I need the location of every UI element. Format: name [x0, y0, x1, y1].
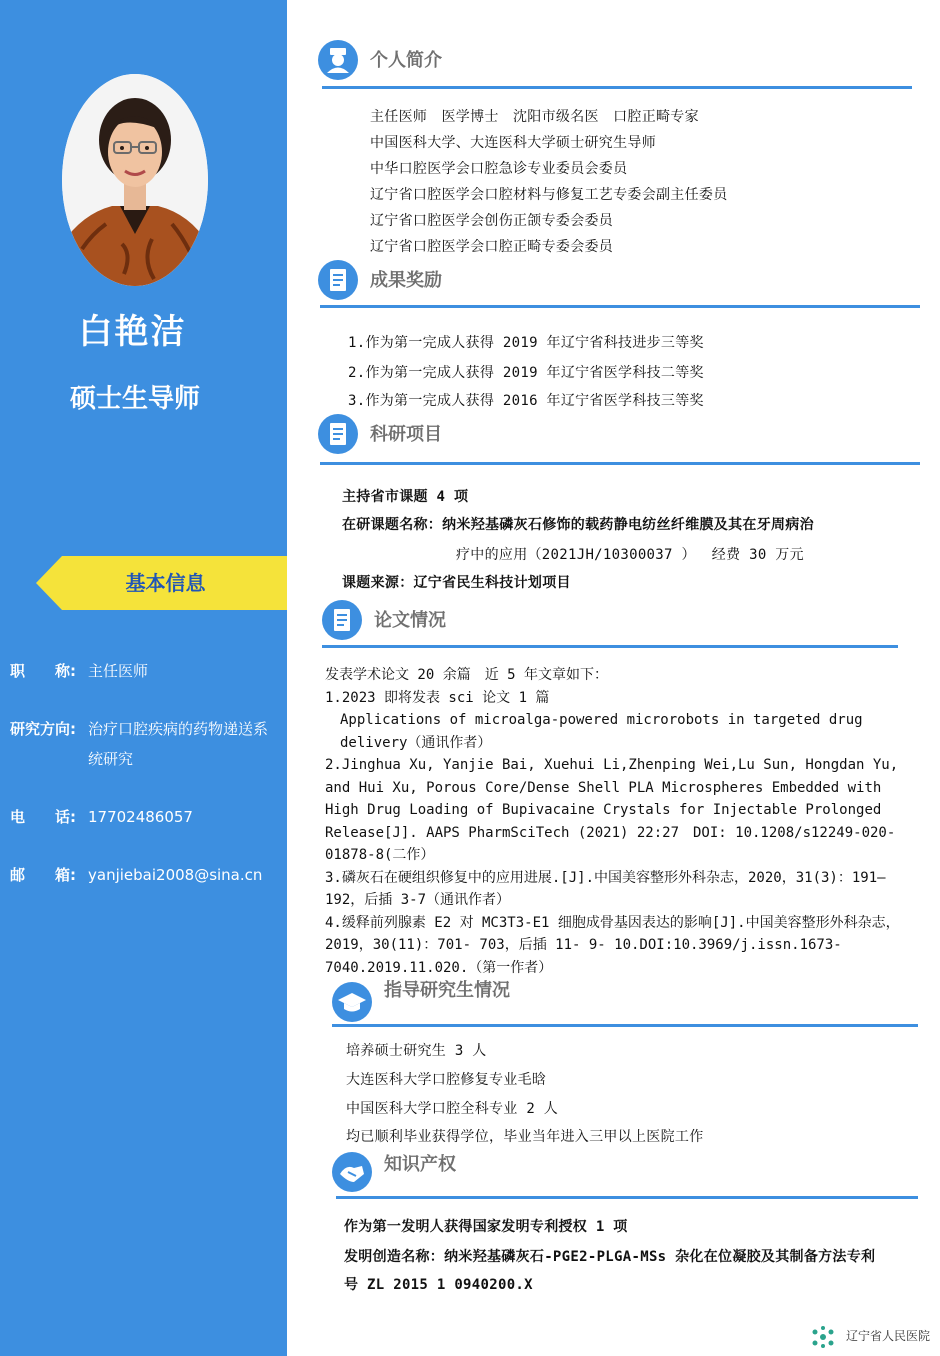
- paper-line: Applications of microalga-powered microrobots in targeted drug delivery（通讯作者）: [340, 712, 863, 751]
- intro-line: 主任医师 医学博士 沈阳市级名医 口腔正畸专家: [370, 109, 699, 125]
- section-header-papers: [322, 600, 722, 640]
- document-icon: [322, 600, 362, 640]
- basic-info-heading: 基本信息: [125, 571, 206, 595]
- handshake-icon: [332, 1152, 372, 1192]
- intro-line: 中华口腔医学会口腔急诊专业委员会委员: [370, 161, 628, 177]
- section-title: 个人简介: [370, 50, 442, 71]
- section-divider: [322, 645, 898, 648]
- info-key: 研究方向:: [10, 720, 76, 738]
- paper-line: 1.2023 即将发表 sci 论文 1 篇: [325, 689, 550, 706]
- paper-line: 3.磷灰石在硬组织修复中的应用进展.[J].中国美容整形外科杂志，2020，31(3)：191—192，后插 3-7（通讯作者）: [325, 869, 886, 908]
- student-line: 中国医科大学口腔全科专业 2 人: [346, 1101, 559, 1117]
- section-header-intro: [318, 40, 718, 80]
- basic-info-banner: [36, 556, 287, 610]
- info-key: 电 话:: [10, 808, 76, 826]
- hospital-name: 辽宁省人民医院: [846, 1329, 931, 1343]
- person-name: 白艳洁: [78, 312, 187, 352]
- section-header-research: [318, 414, 718, 454]
- research-line: 主持省市课题 4 项: [342, 489, 469, 505]
- section-divider: [332, 1024, 918, 1027]
- student-line: 大连医科大学口腔修复专业毛晗: [346, 1072, 547, 1088]
- section-title: 科研项目: [370, 424, 442, 445]
- section-title: 论文情况: [374, 610, 446, 631]
- section-divider: [336, 1196, 918, 1199]
- intro-line: 辽宁省口腔医学会创伤正颌专委会委员: [370, 213, 614, 229]
- paper-line: 发表学术论文 20 余篇 近 5 年文章如下：: [325, 667, 608, 683]
- section-divider: [322, 86, 912, 89]
- award-line: 1.作为第一完成人获得 2019 年辽宁省科技进步三等奖: [348, 335, 704, 351]
- section-divider: [320, 462, 920, 465]
- graduation-cap-icon: [332, 982, 372, 1022]
- portrait-icon: [62, 74, 208, 286]
- section-title: 知识产权: [384, 1154, 456, 1175]
- hospital-logo: [808, 1324, 938, 1352]
- award-line: 3.作为第一完成人获得 2016 年辽宁省医学科技三等奖: [348, 393, 704, 409]
- research-line: 课题来源：辽宁省民生科技计划项目: [342, 575, 571, 591]
- document-icon: [318, 414, 358, 454]
- patent-line: 号 ZL 2015 1 0940200.X: [344, 1277, 533, 1293]
- portrait-photo: [62, 74, 208, 286]
- section-title: 指导研究生情况: [384, 980, 510, 1001]
- patent-line: 发明创造名称：纳米羟基磷灰石-PGE2-PLGA-MSs 杂化在位凝胶及其制备方法专利: [344, 1249, 876, 1265]
- research-line: 在研课题名称：纳米羟基磷灰石修饰的载药静电纺丝纤维膜及其在牙周病治: [342, 517, 814, 533]
- paper-line: 4.缓释前列腺素 E2 对 MC3T3-E1 细胞成骨基因表达的影响[J].中国美容整形外科杂志，2019，30(11)：701- 703，后插 11- 9- 10.DOI:10.3969/j.issn.1673-7040.2019.11.020.（第一作者）: [325, 914, 900, 976]
- info-value: 主任医师: [88, 662, 149, 680]
- sidebar: [0, 0, 287, 1356]
- info-value: yanjiebai2008@sina.cn: [88, 866, 263, 884]
- info-value: 治疗口腔疾病的药物递送系统研究: [88, 720, 269, 768]
- student-line: 培养硕士研究生 3 人: [346, 1043, 487, 1059]
- award-line: 2.作为第一完成人获得 2019 年辽宁省医学科技二等奖: [348, 365, 704, 381]
- section-title: 成果奖励: [370, 270, 442, 291]
- section-header-awards: [318, 260, 718, 300]
- document-icon: [318, 260, 358, 300]
- info-value: 17702486057: [88, 808, 193, 826]
- info-key: 职 称:: [10, 662, 76, 680]
- nurse-icon: [318, 40, 358, 80]
- student-line: 均已顺利毕业获得学位，毕业当年进入三甲以上医院工作: [346, 1129, 704, 1145]
- intro-line: 中国医科大学、大连医科大学硕士研究生导师: [370, 135, 656, 151]
- papers-list: [325, 664, 915, 979]
- person-title: 硕士生导师: [69, 384, 200, 414]
- intro-line: 辽宁省口腔医学会口腔正畸专委会委员: [370, 239, 614, 255]
- hospital-logo-icon: [808, 1324, 838, 1350]
- info-key: 邮 箱:: [10, 866, 76, 884]
- research-line: 疗中的应用（2021JH/10300037 ） 经费 30 万元: [456, 547, 804, 563]
- info-row-research: [10, 714, 280, 778]
- paper-line: 2.Jinghua Xu, Yanjie Bai, Xuehui Li,Zhenping Wei,Lu Sun, Hongdan Yu, and Hui Xu, Porous Core/Dense Shell PLA Microspheres Embedded with High Drug Loading of Bupivacaine Crystals for Injectable Prolonged Release[J]. AAPS PharmSciTech (2021) 22:27 DOI: 10.1208/s12249-020-01878-8(二作）: [325, 757, 899, 863]
- section-divider: [320, 305, 920, 308]
- section-header-patents: [332, 1152, 732, 1192]
- patent-line: 作为第一发明人获得国家发明专利授权 1 项: [344, 1219, 628, 1235]
- section-header-students: [332, 982, 732, 1022]
- intro-line: 辽宁省口腔医学会口腔材料与修复工艺专委会副主任委员: [370, 187, 728, 203]
